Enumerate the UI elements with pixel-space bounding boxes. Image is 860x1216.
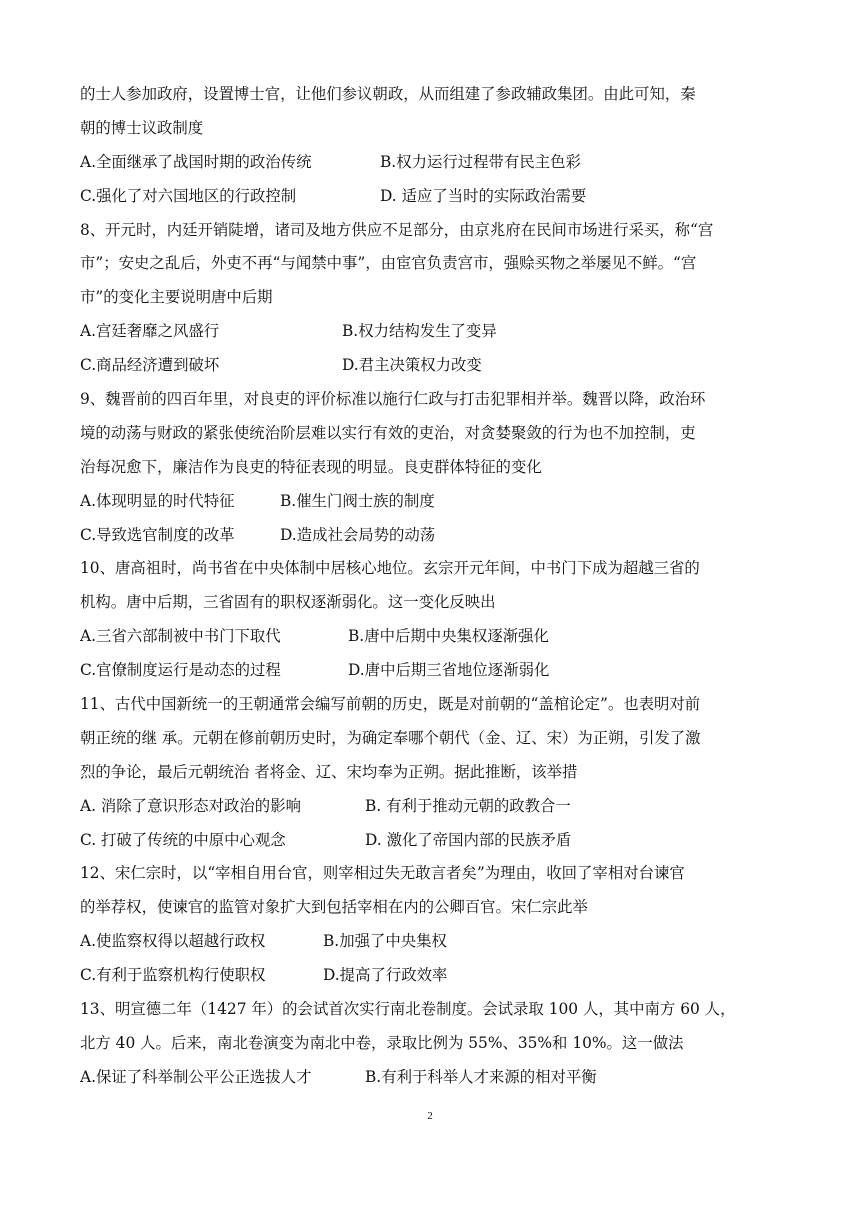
option-c: C.商品经济遭到破坏 (80, 356, 220, 375)
option-c: C. 打破了传统的中原中心观念 (80, 830, 286, 849)
question-8-line: 8、开元时，内廷开销陡增，诸司及地方供应不足部分，由京兆府在民间市场进行采买，称“宫 (80, 220, 714, 239)
option-a: A. 消除了意识形态对政治的影响 (80, 796, 301, 815)
option-d: D.唐中后期三省地位逐渐弱化 (348, 661, 550, 680)
option-d: D. 适应了当时的实际政治需要 (380, 186, 587, 205)
options-row (80, 959, 780, 993)
text-line: 的举荐权，使谏官的监管对象扩大到包括宰相在内的公卿百官。宋仁宗此举 (80, 898, 588, 917)
question-9-line: 9、魏晋前的四百年里，对良吏的评价标准以施行仁政与打击犯罪相并举。魏晋以降，政治环 (80, 390, 706, 409)
text-line: 的士人参加政府，设置博士官，让他们参议朝政，从而组建了参政辅政集团。由此可知，秦 (80, 85, 696, 103)
options-row (80, 925, 780, 959)
text-line: 烈的争论，最后元朝统治 者将金、辽、宋均奉为正朔。据此推断，该举措 (80, 762, 578, 781)
option-d: D.造成社会局势的动荡 (280, 525, 436, 544)
options-row (80, 315, 780, 349)
options-row (80, 1061, 780, 1095)
text-line: 治每况愈下，廉洁作为良吏的特征表现的明显。良吏群体特征的变化 (80, 457, 542, 476)
options-row (80, 349, 780, 383)
text-line: 朝正统的继 承。元朝在修前朝历史时，为确定奉哪个朝代（金、辽、宋）为正朔，引发了激 (80, 728, 701, 747)
options-row (80, 180, 780, 214)
option-b: B.加强了中央集权 (323, 932, 447, 951)
option-b: B.催生门阀士族的制度 (280, 491, 435, 510)
options-row (80, 519, 780, 553)
option-c: C.导致选官制度的改革 (80, 525, 235, 544)
page-content (80, 78, 780, 1095)
options-row (80, 824, 780, 858)
question-10-line: 10、唐高祖时，尚书省在中央体制中居核心地位。玄宗开元年间，中书门下成为超越三省的 (80, 559, 700, 578)
option-d: D.君主决策权力改变 (342, 356, 482, 375)
options-row (80, 620, 780, 654)
option-b: B.权力结构发生了变异 (342, 322, 497, 341)
text-line: 机构。唐中后期，三省固有的职权逐渐弱化。这一变化反映出 (80, 593, 496, 612)
question-12-line: 12、宋仁宗时，以“宰相自用台官，则宰相过失无敢言者矣”为理由，收回了宰相对台谏官 (80, 864, 685, 883)
option-a: A.使监察权得以超越行政权 (80, 932, 266, 951)
option-b: B.唐中后期中央集权逐渐强化 (348, 627, 549, 646)
question-13-line: 13、明宣德二年（1427 年）的会试首次实行南北卷制度。会试录取 100 人，其中南方 60 人， (80, 1000, 736, 1019)
option-c: C.强化了对六国地区的行政控制 (80, 186, 297, 205)
text-line: 市”的变化主要说明唐中后期 (80, 288, 273, 307)
page-number: 2 (427, 1110, 433, 1122)
option-b: B.权力运行过程带有民主色彩 (380, 152, 581, 171)
text-line: 朝的博士议政制度 (80, 118, 204, 137)
options-row (80, 790, 780, 824)
option-a: A.宫廷奢靡之风盛行 (80, 322, 220, 341)
options-row (80, 654, 780, 688)
options-row (80, 146, 780, 180)
text-line: 北方 40 人。后来，南北卷演变为南北中卷，录取比例为 55%、35%和 10%。这一做法 (80, 1033, 684, 1052)
option-c: C.有利于监察机构行使职权 (80, 966, 266, 985)
question-11-line: 11、古代中国新统一的王朝通常会编写前朝的历史，既是对前朝的“盖棺论定”。也表明对前 (80, 695, 701, 714)
option-b: B. 有利于推动元朝的政教合一 (365, 796, 571, 815)
option-c: C.官僚制度运行是动态的过程 (80, 661, 281, 680)
option-a: A.体现明显的时代特征 (80, 491, 235, 510)
option-a: A.三省六部制被中书门下取代 (80, 627, 281, 646)
option-d: D.提高了行政效率 (323, 966, 448, 985)
option-a: A.保证了科举制公平公正选拔人才 (80, 1067, 312, 1086)
text-line: 境的动荡与财政的紧张使统治阶层难以实行有效的吏治，对贪婪聚敛的行为也不加控制，吏 (80, 423, 696, 442)
option-b: B.有利于科举人才来源的相对平衡 (365, 1067, 597, 1086)
option-a: A.全面继承了战国时期的政治传统 (80, 152, 312, 171)
text-line: 市”；安史之乱后，外吏不再“与闻禁中事”，由宦官负责宫市，强赊买物之举屡见不鲜。“宫 (80, 254, 697, 273)
options-row (80, 485, 780, 519)
option-d: D. 激化了帝国内部的民族矛盾 (365, 830, 572, 849)
